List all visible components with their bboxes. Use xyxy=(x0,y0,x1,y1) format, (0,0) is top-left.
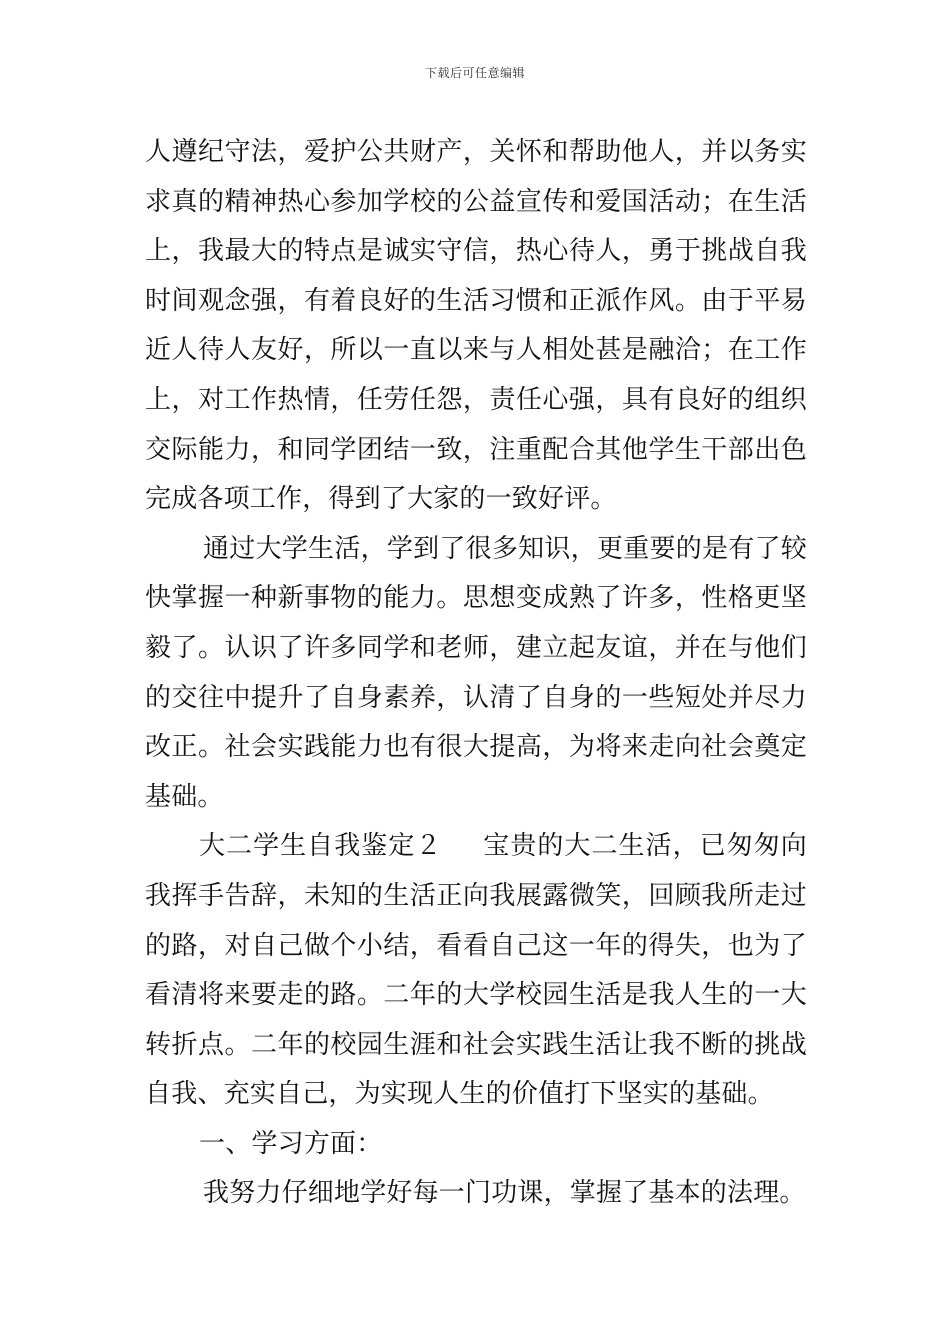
section-title-appraisal-2: 大二学生自我鉴定２ xyxy=(199,831,443,862)
page-header-note: 下载后可任意编辑 xyxy=(424,66,525,80)
paragraph-university-life: 通过大学生活，学到了很多知识，更重要的是有了较快掌握一种新事物的能力。思想变成熟了许多，性格更坚毅了。认识了许多同学和老师，建立起友谊，并在与他们的交往中提升了自身素养，认清了自身的一些短处并尽力改正。社会实践能力也有很大提高，为将来走向社会奠定基础。 xyxy=(145,533,807,812)
paragraph-study-effort: 我努力仔细地学好每一门功课，掌握了基本的法理。 xyxy=(203,1178,806,1209)
document-body xyxy=(145,128,807,1219)
paragraph-conduct: 人遵纪守法，爱护公共财产，关怀和帮助他人，并以务实求真的精神热心参加学校的公益宣传和爱国活动；在生活上，我最大的特点是诚实守信，热心待人，勇于挑战自我时间观念强，有着良好的生活习惯和正派作风。由于平易近人待人友好，所以一直以来与人相处甚是融洽；在工作上，对工作热情，任劳任怨，责任心强，具有良好的组织交际能力，和同学团结一致，注重配合其他学生干部出色完成各项工作，得到了大家的一致好评。 xyxy=(145,137,807,515)
paragraph-sophomore-appraisal xyxy=(145,822,807,1120)
heading-study-aspect: 一、学习方面： xyxy=(199,1128,383,1159)
paragraph-sophomore-text: 宝贵的大二生活，已匆匆向我挥手告辞，未知的生活正向我展露微笑，回顾我所走过的路，对自己做个小结，看看自己这一年的得失，也为了看清将来要走的路。二年的大学校园生活是我人生的一大转折点。二年的校园生涯和社会实践生活让我不断的挑战自我、充实自己，为实现人生的价值打下坚实的基础。 xyxy=(145,831,807,1110)
